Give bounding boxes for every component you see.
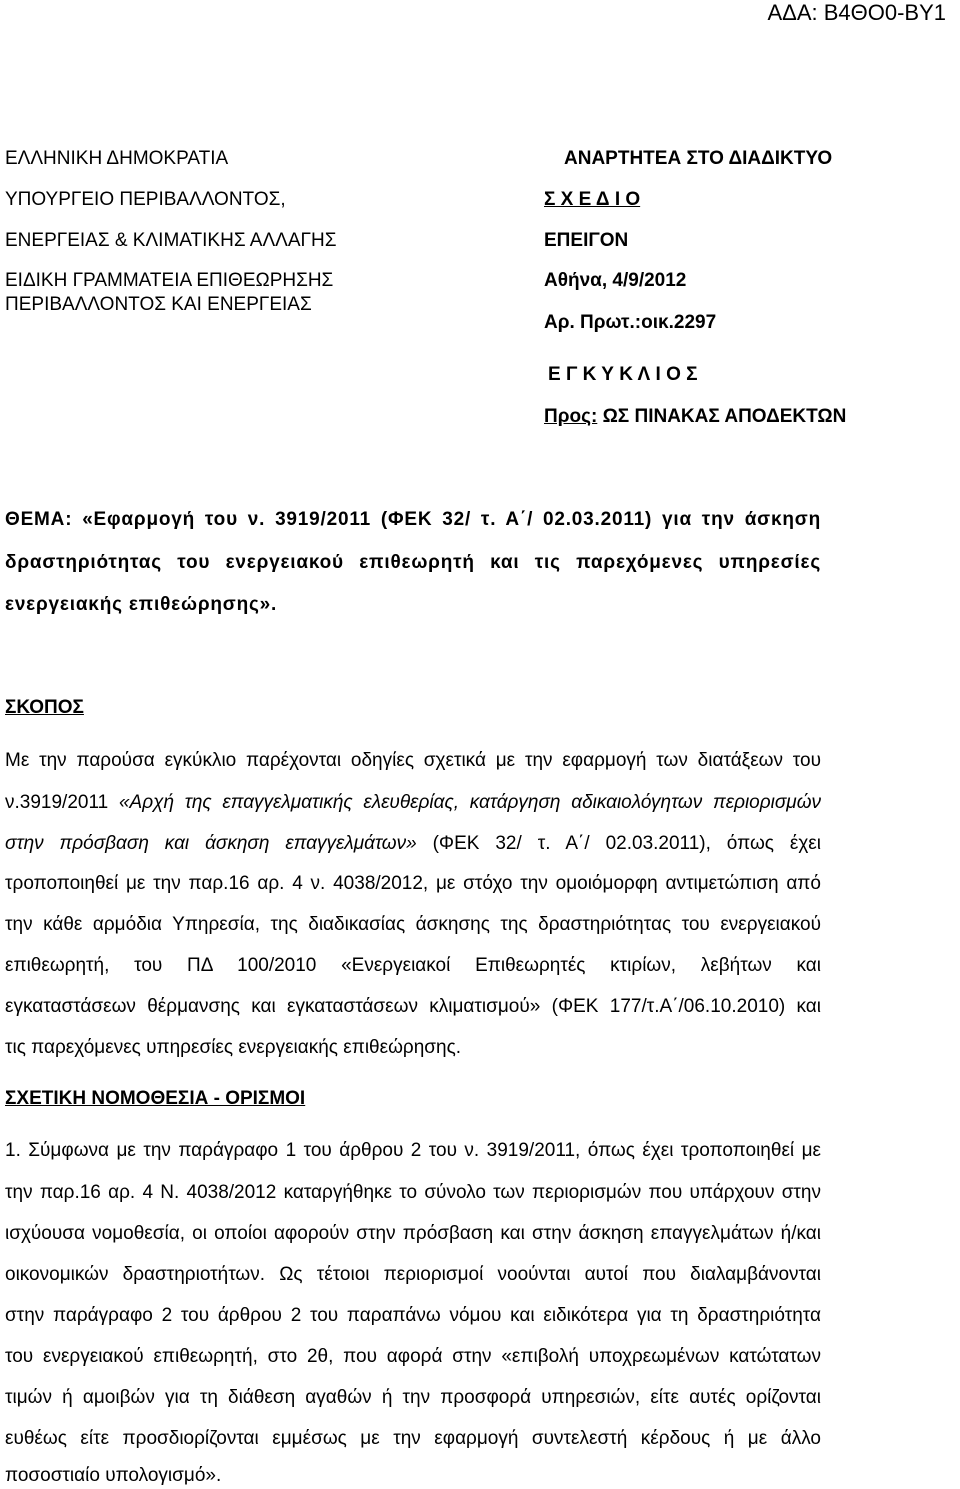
purpose-heading: ΣΚΟΠΟΣ [5, 697, 84, 718]
recipients-label: Προς: [544, 406, 598, 427]
legislation-heading: ΣΧΕΤΙΚΗ ΝΟΜΟΘΕΣΙΑ - ΟΡΙΣΜΟΙ [5, 1088, 306, 1109]
purpose-line-8: τις παρεχόμενες υπηρεσίες ενεργειακής επιθεώρησης. [5, 1037, 462, 1058]
purpose-line-6: επιθεωρητή, του ΠΔ 100/2010 «Ενεργειακοί Επιθεωρητές κτιρίων, λεβήτων και [5, 955, 821, 976]
subject-line-1 [5, 509, 821, 531]
purpose-gazette-ref: (ΦΕΚ 32/ τ. Α΄/ 02.03.2011), όπως έχει [416, 833, 822, 854]
protocol-number: Αρ. Πρωτ.:οικ.2297 [544, 312, 717, 333]
subject-text-1: «Εφαρμογή του ν. 3919/2011 (ΦΕΚ 32/ τ. Α΄/ 02.03.2011) για την άσκηση [82, 509, 821, 530]
sender-line-2: ΥΠΟΥΡΓΕΙΟ ΠΕΡΙΒΑΛΛΟΝΤΟΣ, [5, 189, 286, 210]
purpose-line-7: εγκαταστάσεων θέρμανσης και εγκαταστάσεων κλιματισμού» (ΦΕΚ 177/τ.Α΄/06.10.2010) και [5, 996, 821, 1017]
urgent-label: ΕΠΕΙΓΟΝ [544, 230, 629, 251]
purpose-line-5: την κάθε αρμόδια Υπηρεσία, της διαδικασίας άσκησης της δραστηριότητας του ενεργειακού [5, 914, 821, 935]
legislation-line-7: τιμών ή αμοιβών για τη διάθεση αγαθών ή την προσφορά υπηρεσιών, είτε αυτές ορίζονται [5, 1387, 821, 1408]
legislation-line-3: ισχύουσα νομοθεσία, οι οποίοι αφορούν στην πρόσβαση και στην άσκηση επαγγελμάτων ή/και [5, 1223, 821, 1244]
legislation-line-1: 1. Σύμφωνα με την παράγραφο 1 του άρθρου 2 του ν. 3919/2011, όπως έχει τροποποιηθεί με [5, 1140, 821, 1161]
purpose-line-4: τροποποιηθεί με την παρ.16 αρ. 4 ν. 4038/2012, με στόχο την ομοιόμορφη αντιμετώπιση από [5, 873, 821, 894]
purpose-line-3 [5, 833, 821, 855]
draft-label: Σ Χ Ε Δ Ι Ο [544, 189, 641, 210]
posting-notice: ΑΝΑΡΤΗΤΕΑ ΣΤΟ ΔΙΑΔΙΚΤΥΟ [564, 148, 833, 169]
purpose-line-2 [5, 792, 821, 814]
purpose-law-title-2: στην πρόσβαση και άσκηση επαγγελμάτων» [5, 833, 417, 854]
ada-code: ΑΔΑ: Β4ΘΟ0-ΒΥ1 [767, 0, 946, 25]
sender-line-4: ΕΙΔΙΚΗ ΓΡΑΜΜΑΤΕΙΑ ΕΠΙΘΕΩΡΗΣΗΣ [5, 270, 334, 291]
sender-line-3: ΕΝΕΡΓΕΙΑΣ & ΚΛΙΜΑΤΙΚΗΣ ΑΛΛΑΓΗΣ [5, 230, 337, 251]
legislation-line-4: οικονομικών δραστηριοτήτων. Ως τέτοιοι περιορισμοί νοούνται αυτοί που διαλαμβάνονται [5, 1264, 821, 1285]
subject-line-2: δραστηριότητας του ενεργειακού επιθεωρητή και τις παρεχόμενες υπηρεσίες [5, 552, 821, 573]
legislation-line-6: του ενεργειακού επιθεωρητή, στο 2θ, που αφορά στην «επιβολή υποχρεωμένων κατώτατων [5, 1346, 821, 1367]
circular-label: Ε Γ Κ Υ Κ Λ Ι Ο Σ [548, 364, 698, 385]
subject-line-3: ενεργειακής επιθεώρησης». [5, 594, 278, 615]
legislation-line-2: την παρ.16 αρ. 4 Ν. 4038/2012 καταργήθηκε το σύνολο των περιορισμών που υπάρχουν στην [5, 1182, 821, 1203]
legislation-line-9: ποσοστιαίο υπολογισμό». [5, 1465, 222, 1486]
purpose-line-1: Με την παρούσα εγκύκλιο παρέχονται οδηγίες σχετικά με την εφαρμογή των διατάξεων του [5, 750, 821, 771]
sender-line-5: ΠΕΡΙΒΑΛΛΟΝΤΟΣ ΚΑΙ ΕΝΕΡΓΕΙΑΣ [5, 294, 312, 315]
legislation-line-8: ευθέως είτε προσδιορίζονται εμμέσως με την εφαρμογή συντελεστή κέρδους ή με άλλο [5, 1428, 821, 1449]
subject-label: ΘΕΜΑ: [5, 509, 73, 530]
legislation-line-5: στην παράγραφο 2 του άρθρου 2 του παραπάνω νόμου και ειδικότερα για τη δραστηριότητα [5, 1305, 821, 1326]
recipients-value: ΩΣ ΠΙΝΑΚΑΣ ΑΠΟΔΕΚΤΩΝ [602, 406, 847, 427]
purpose-law-title-1: «Αρχή της επαγγελματικής ελευθερίας, κατάργηση αδικαιολόγητων περιορισμών [118, 792, 822, 813]
sender-line-1: ΕΛΛΗΝΙΚΗ ΔΗΜΟΚΡΑΤΙΑ [5, 148, 229, 169]
purpose-law-ref: ν.3919/2011 [5, 792, 119, 813]
date: Αθήνα, 4/9/2012 [544, 270, 687, 291]
recipients [544, 406, 846, 428]
